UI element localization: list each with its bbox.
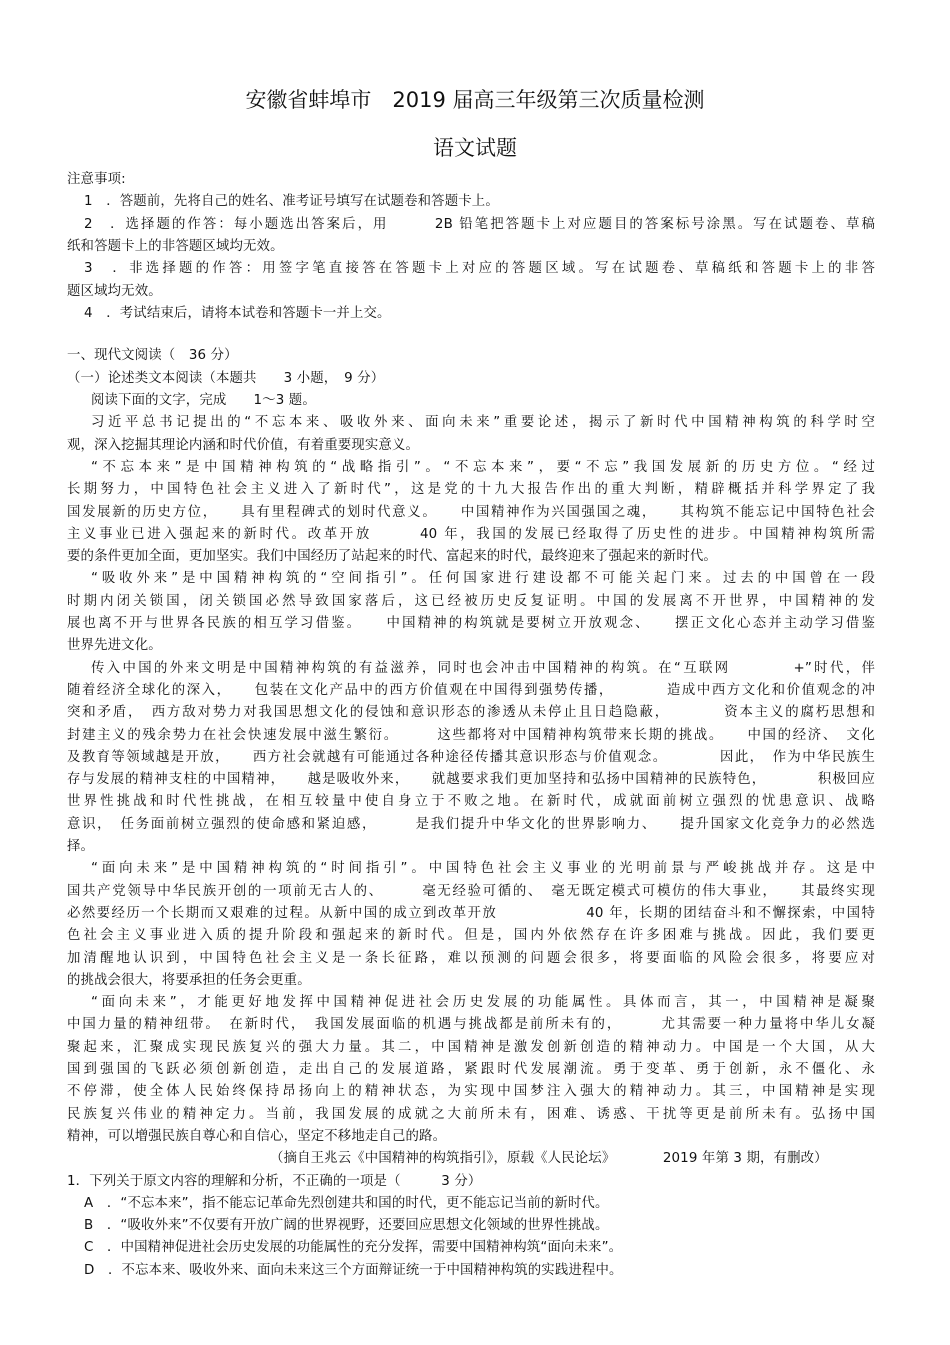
passage-line: 精神，可以增强民族自尊心和自信心，坚定不移地走自己的路。 <box>67 1128 447 1144</box>
passage-line: 意识， 任务面前树立强烈的使命感和紧迫感， 是我们提升中华文化的世界影响力、 提升国家文化竞争力的必然选 <box>67 816 875 832</box>
passage-line: 存与发展的精神支柱的中国精神， 越是吸收外来， 就越要求我们更加坚持和弘扬中国精神的民族特色， 积极回应 <box>67 772 875 788</box>
passage-line: 观，深入挖掘其理论内涵和时代价值，有着重要现实意义。 <box>67 437 420 453</box>
passage-line: 传入中国的外来文明是中国精神构筑的有益滋养，同时也会冲击中国精神的构筑。在“互联网 +”时代，伴 <box>91 660 875 676</box>
notice-item-line: 1 ．答题前，先将自己的姓名、准考证号填写在试题卷和答题卡上。 <box>84 194 499 210</box>
question-1-option: C ．中国精神促进社会历史发展的功能属性的充分发挥，需要中国精神构筑“面向未来”。 <box>84 1240 623 1256</box>
passage-line: 中国力量的精神纽带。 在新时代， 我国发展面临的机遇与挑战都是前所未有的， 尤其需要一种力量将中华儿女凝 <box>67 1017 875 1033</box>
passage-line: 必然要经历一个长期而又艰难的过程。从新中国的成立到改革开放 40 年，长期的团结奋斗和不懈探索，中国特 <box>67 905 875 921</box>
passage-line: “面向未来”是中国精神构筑的“时间指引”。中国特色社会主义事业的光明前景与严峻挑战并存。这是中 <box>91 861 875 877</box>
passage-line: 择。 <box>67 839 95 854</box>
notice-item-line: 纸和答题卡上的非答题区域均无效。 <box>67 238 284 254</box>
passage-line: 时期内闭关锁国，闭关锁国必然导致国家落后，这已经被历史反复证明。中国的发展离不开世界，中国精神的发 <box>67 593 875 609</box>
passage-line: 世界性挑战和时代性挑战，在相互较量中使自身立于不败之地。在新时代，成就面前树立强烈的忧患意识、战略 <box>67 794 875 810</box>
passage-line: 要的条件更加全面，更加坚实。我们中国经历了站起来的时代、富起来的时代，最终迎来了强起来的新时代。 <box>67 549 717 565</box>
notice-heading: 注意事项: <box>67 172 126 187</box>
passage-line: 及教育等领域越是开放， 西方社会就越有可能通过各种途径传播其意识形态与价值观念。 因此， 作为中华民族生 <box>67 749 875 765</box>
passage-line: 封建主义的残余势力在社会快速发展中滋生繁衍。 这些都将对中国精神构筑带来长期的挑战。 中国的经济、 文化 <box>67 727 875 743</box>
section-heading: 一、现代文阅读（ 36 分） <box>67 348 238 364</box>
passage-line: 不停滞，使全体人民始终保持昂扬向上的精神状态，为实现中国梦注入强大的精神动力。其三，中国精神是实现 <box>67 1084 875 1100</box>
question-1-stem: 1．下列关于原文内容的理解和分析，不正确的一项是（ 3 分） <box>67 1173 482 1189</box>
notice-item-line: 4 ．考试结束后，请将本试卷和答题卡一并上交。 <box>84 305 391 321</box>
passage-line: 随着经济全球化的深入， 包装在文化产品中的西方价值观在中国得到强势传播， 造成中西方文化和价值观念的冲 <box>67 682 875 698</box>
passage-line: “吸收外来”是中国精神构筑的“空间指引”。任何国家进行建设都不可能关起门来。过去的中国曾在一段 <box>91 571 875 587</box>
notice-item-line: 3 ．非选择题的作答：用签字笔直接答在答题卡上对应的答题区域。写在试题卷、草稿纸和答题卡上的非答 <box>84 261 875 277</box>
document-subtitle: 语文试题 <box>433 136 517 160</box>
passage-line: 国共产党领导中华民族开创的一项前无古人的、 毫无经验可循的、 毫无既定模式可模仿的伟大事业， 其最终实现 <box>67 883 875 899</box>
passage-line: 突和矛盾， 西方敌对势力对我国思想文化的侵蚀和意识形态的渗透从未停止且日趋隐蔽， 资本主义的腐朽思想和 <box>67 705 875 721</box>
passage-line: 的挑战会很大，将要承担的任务会更重。 <box>67 972 311 988</box>
notice-item-line: 题区域均无效。 <box>67 283 162 299</box>
reading-instruction: 阅读下面的文字，完成 1～3 题。 <box>91 393 316 408</box>
document-title: 安徽省蚌埠市 2019 届高三年级第三次质量检测 <box>245 88 705 112</box>
passage-line: “面向未来”，才能更好地发挥中国精神促进社会历史发展的功能属性。具体而言，其一，中国精神是凝聚 <box>91 995 875 1011</box>
passage-line: 世界先进文化。 <box>67 638 162 654</box>
question-1-option: B ．“吸收外来”不仅要有开放广阔的世界视野，还要回应思想文化领域的世界性挑战。 <box>84 1218 609 1234</box>
question-1-option: A ．“不忘本来”，指不能忘记革命先烈创建共和国的时代，更不能忘记当前的新时代。 <box>84 1195 609 1211</box>
passage-line: 国发展新的历史方位， 具有里程碑式的划时代意义。 中国精神作为兴国强国之魂， 其构筑不能忘记中国特色社会 <box>67 504 875 520</box>
source-citation: （摘自王兆云《中国精神的构筑指引》，原载《人民论坛》 2019 年第 3 期，有删改） <box>270 1151 828 1167</box>
notice-item-line: 2 ．选择题的作答：每小题选出答案后，用 2B 铅笔把答题卡上对应题目的答案标号涂黑。写在试题卷、草稿 <box>84 216 875 232</box>
passage-line: “不忘本来”是中国精神构筑的“战略指引”。“不忘本来”，要“不忘”我国发展新的历史方位。“经过 <box>91 459 875 475</box>
passage-line: 长期努力，中国特色社会主义进入了新时代”，这是党的十九大报告作出的重大判断，精辟概括并科学界定了我 <box>67 482 875 498</box>
passage-line: 民族复兴伟业的精神定力。当前，我国发展的成就之大前所未有，困难、诱惑、干扰等更是前所未有。弘扬中国 <box>67 1106 875 1122</box>
passage-line: 聚起来，汇聚成实现民族复兴的强大力量。其二，中国精神是激发创新创造的精神动力。中国是一个大国，从大 <box>67 1039 875 1055</box>
passage-line: 加清醒地认识到，中国特色社会主义是一条长征路，难以预测的问题会很多，将要面临的风险会很多，将要应对 <box>67 950 875 966</box>
passage-line: 习近平总书记提出的“不忘本来、吸收外来、面向未来”重要论述，揭示了新时代中国精神构筑的科学时空 <box>91 415 875 431</box>
passage-line: 展也离不开与世界各民族的相互学习借鉴。 中国精神的构筑就是要树立开放观念、 摆正文化心态并主动学习借鉴 <box>67 616 875 631</box>
passage-line: 主义事业已进入强起来的新时代。改革开放 40 年，我国的发展已经取得了历史性的进步。中国精神构筑所需 <box>67 526 875 542</box>
question-1-option: D ．不忘本来、吸收外来、面向未来这三个方面辩证统一于中国精神构筑的实践进程中。 <box>84 1262 623 1278</box>
passage-line: 色社会主义事业进入质的提升阶段和强起来的新时代。但是，国内外依然存在许多困难与挑战。因此，我们要更 <box>67 928 875 944</box>
section-subheading: （一）论述类文本阅读（本题共 3 小题， 9 分） <box>67 370 385 386</box>
passage-line: 国到强国的飞跃必须创新创造，走出自己的发展道路，紧跟时代发展潮流。勇于变革、勇于创新，永不僵化、永 <box>67 1062 875 1077</box>
